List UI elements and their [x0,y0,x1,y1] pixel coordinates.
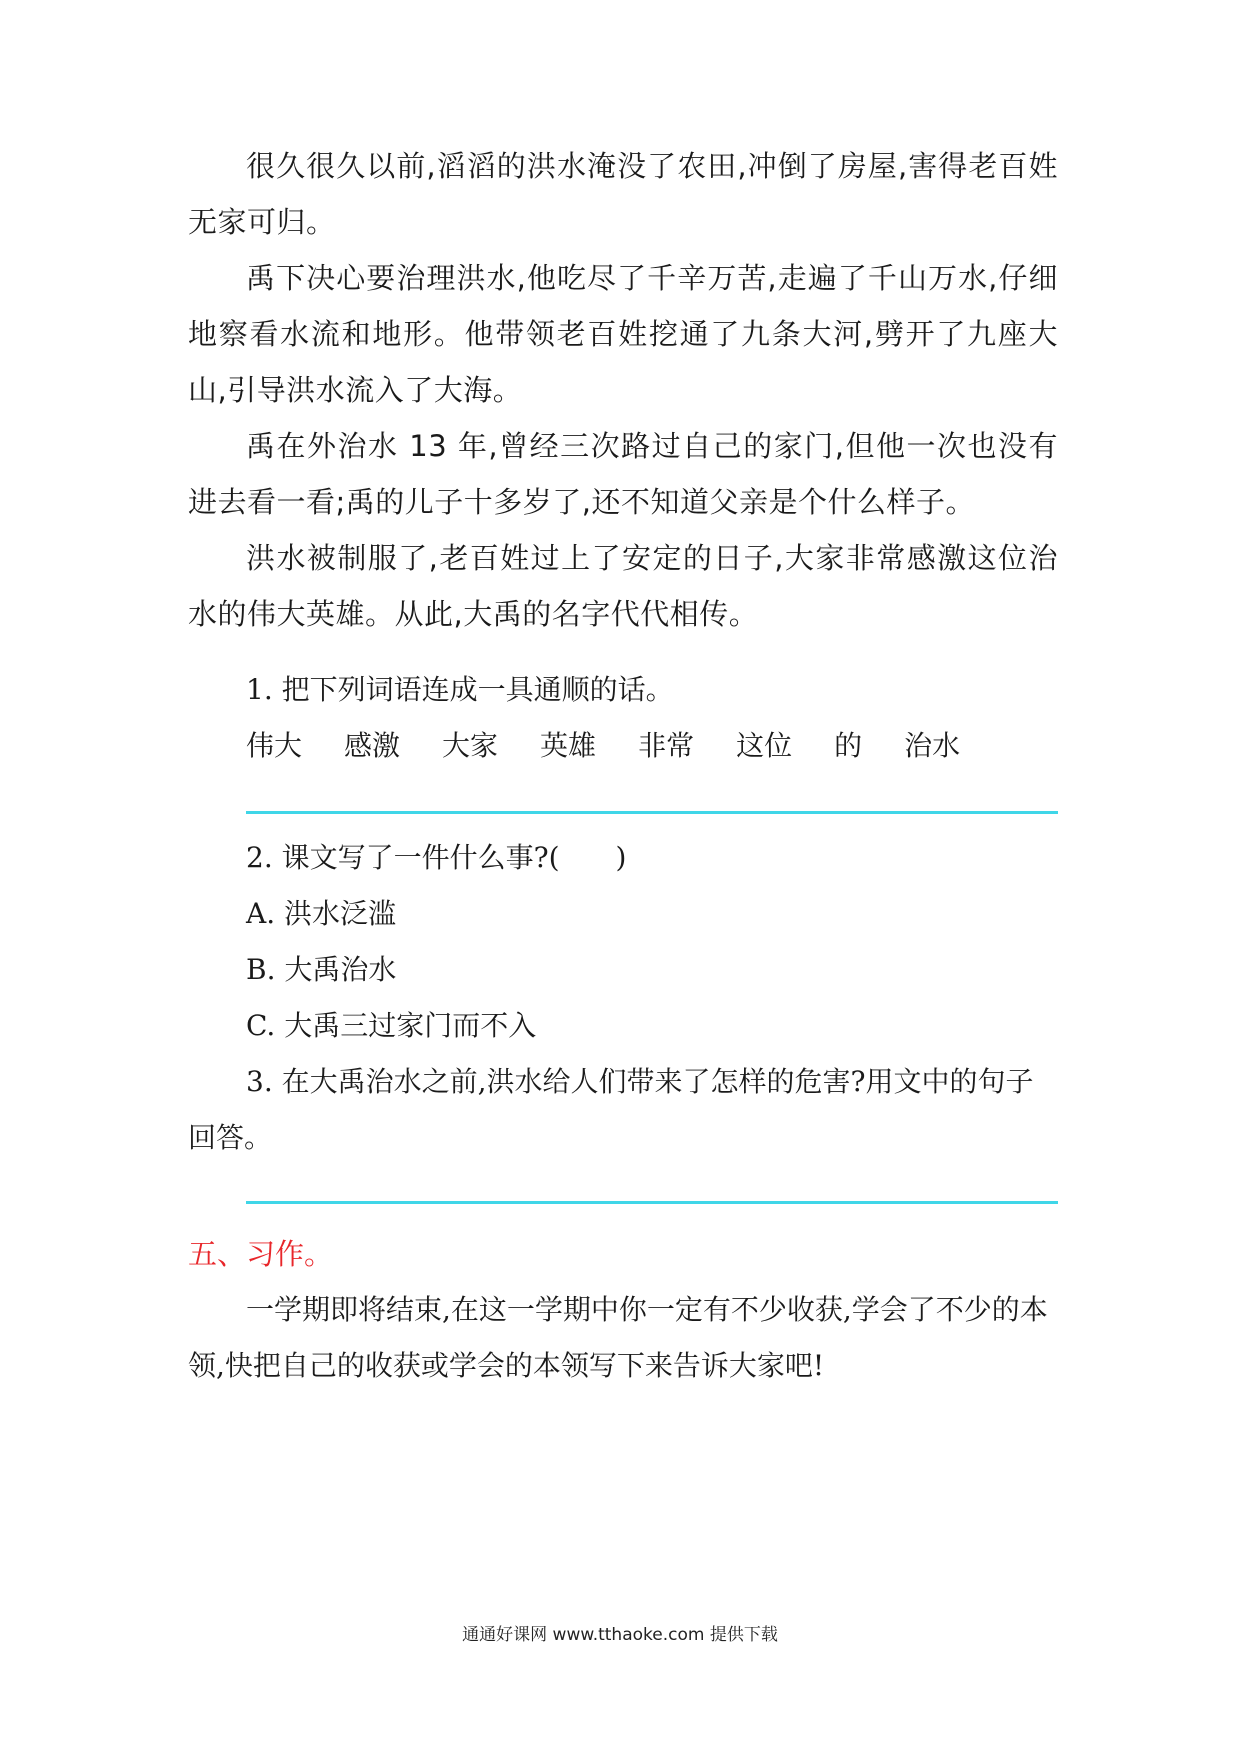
story-paragraph-2: 禹下决心要治理洪水,他吃尽了千辛万苦,走遍了千山万水,仔细地察看水流和地形。他带领老百姓挖通了九条大河,劈开了九座大山,引导洪水流入了大海。 [188,261,1058,407]
question-1: 1. 把下列词语连成一具通顺的话。 [246,673,674,706]
question-2-option-c: C. 大禹三过家门而不入 [246,1009,537,1042]
question-2-option-b: B. 大禹治水 [246,953,397,986]
story-paragraph-1: 很久很久以前,滔滔的洪水淹没了农田,冲倒了房屋,害得老百姓无家可归。 [188,149,1058,239]
question-2: 2. 课文写了一件什么事?( ) [246,841,627,874]
story-paragraph-3: 禹在外治水 13 年,曾经三次路过自己的家门,但他一次也没有进去看一看;禹的儿子十多岁了,还不知道父亲是个什么样子。 [188,429,1058,519]
word-item: 英雄 [540,729,597,762]
answer-line-3[interactable] [246,1201,1058,1204]
question-2-option-a: A. 洪水泛滥 [246,897,397,930]
question-3: 3. 在大禹治水之前,洪水给人们带来了怎样的危害?用文中的句子回答。 [188,1065,1034,1154]
word-item: 伟大 [246,729,303,762]
question-1-word-list [246,718,1002,774]
footer-credit: 通通好课网 www.tthaoke.com 提供下载 [462,1625,778,1645]
word-item: 的 [834,729,863,762]
story-paragraph-4: 洪水被制服了,老百姓过上了安定的日子,大家非常感激这位治水的伟大英雄。从此,大禹的名字代代相传。 [188,541,1058,631]
word-item: 感激 [344,729,401,762]
section-5-prompt: 一学期即将结束,在这一学期中你一定有不少收获,学会了不少的本领,快把自己的收获或学会的本领写下来告诉大家吧! [188,1293,1048,1382]
answer-line-1[interactable] [246,811,1058,814]
word-item: 大家 [442,729,499,762]
word-item: 治水 [904,729,961,762]
word-item: 这位 [736,729,793,762]
section-5-title: 五、习作。 [188,1237,334,1271]
word-item: 非常 [638,729,695,762]
